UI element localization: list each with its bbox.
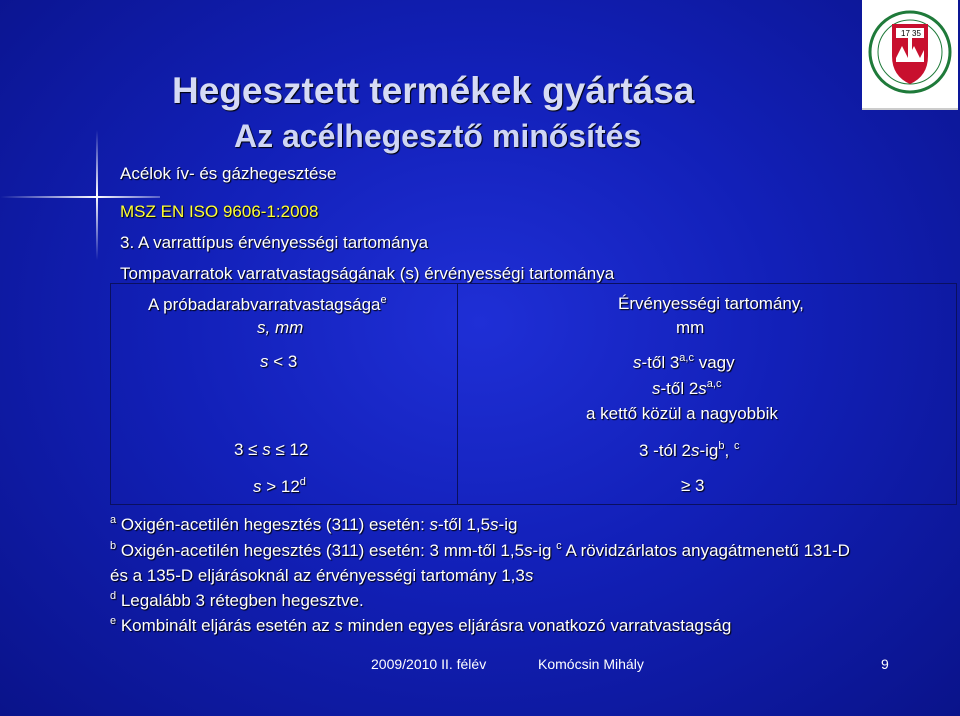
row2-left: 3 ≤ s ≤ 12 [234,440,309,459]
column-divider [457,284,458,504]
row3-left: $s > 12^d$ [253,476,306,496]
footnote-e: $^e$ Kombinált eljárás esetén az s minden egyes eljárásra vonatkozó varratvastagság [110,615,732,635]
footer-page-number: 9 [881,656,889,672]
row1-left: s < 3 [260,352,298,371]
page-subtitle: Az acélhegesztő minősítés [234,118,642,154]
standard-line: MSZ EN ISO 9606-1:2008 [120,202,319,221]
university-logo [862,0,958,110]
footnote-d: $^d$ Legalább 3 rétegben hegesztve. [110,590,364,610]
topic-line: Acélok ív- és gázhegesztése [120,164,337,183]
row2-right: 3 -tól $2s-ig^b$, $^c$ [639,440,740,460]
page-title: Hegesztett termékek gyártása [172,70,695,111]
header-right-line1: Érvényességi tartomány, [618,294,804,313]
header-left-line2: s, mm [257,318,304,337]
header-left-line1: A próbadarabvarratvastagsága$^e$ [148,294,387,314]
footer-semester: 2009/2010 II. félév [371,656,487,672]
row3-right: ≥ 3 [681,476,705,495]
validity-range-table [110,283,957,505]
coat-of-arms-icon [862,0,958,108]
footnote-a: $^a$ Oxigén-acetilén hegesztés (311) esetén: s-től 1,5s-ig [110,514,518,534]
table-caption: Tompavarratok varratvastagságának (s) érvényességi tartománya [120,264,615,283]
row1-right-line2: s-től $2s^{a,c}$ [652,378,722,398]
footnote-b-c: $^b$ Oxigén-acetilén hegesztés (311) esetén: 3 mm-től 1,5s-ig $^c$ A rövidzárlatos anyagátmenetű 131-D [110,540,850,560]
cross-horizontal-decoration [0,196,160,198]
header-right-line2: mm [676,318,705,337]
section-heading: 3. A varrattípus érvényességi tartománya [120,233,429,252]
svg-text:17: 17 [901,29,910,38]
svg-text:35: 35 [912,29,921,38]
footnote-c-continued: és a 135-D eljárásoknál az érvényességi tartomány 1,3s [110,566,534,585]
cross-vertical-decoration [96,130,98,260]
footer-author: Komócsin Mihály [538,656,644,672]
row1-right-line3: a kettő közül a nagyobbik [586,404,778,423]
row1-right-line1: s-től 3$^{a,c}$ vagy [633,352,735,372]
